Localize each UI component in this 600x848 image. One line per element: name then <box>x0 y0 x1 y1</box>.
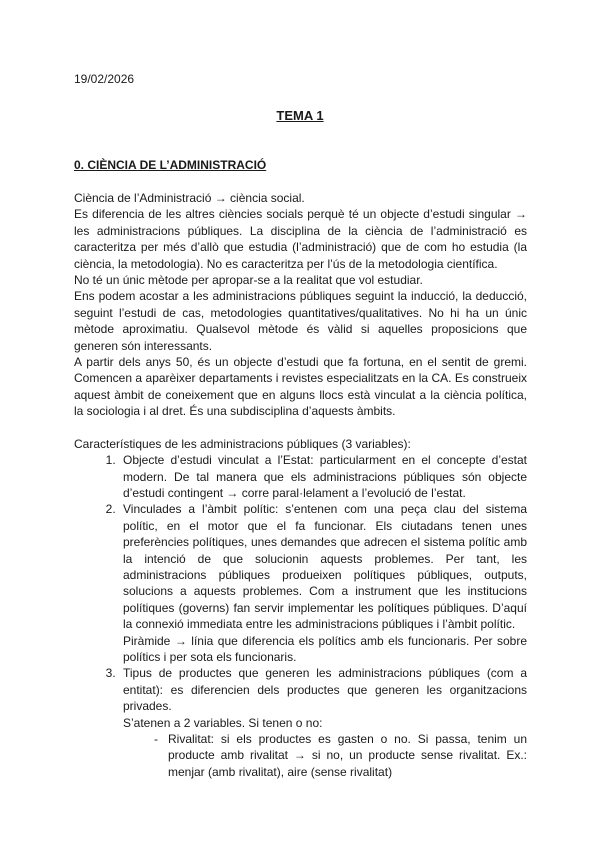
list-item-note: Piràmide → línia que diferencia els polítics amb els funcionaris. Per sobre polítics i per sota els funcionaris. <box>123 633 527 664</box>
list-item <box>119 501 527 665</box>
spacer <box>74 420 527 436</box>
characteristics-list <box>74 452 527 780</box>
list-item <box>119 452 527 501</box>
page-title: TEMA 1 <box>276 108 324 123</box>
paragraph: No té un únic mètode per apropar-se a la realitat que vol estudiar. <box>74 273 423 288</box>
sub-list-item: - Rivalitat: si els productes es gasten o no. Si passa, tenim un producte amb rivalitat → si no, un producte sense rivalitat. Ex.: menjar (amb rivalitat), aire (sense rivalitat) <box>168 731 527 780</box>
paragraph: Es diferencia de les altres ciències socials perquè té un objecte d’estudi singular → les administracions públiques. La disciplina de la ciència de l’administració es caracteritza per més d’allò que estudia (l’administració) que de com ho estudia (la ciència, la metodologia). No es caracteritza per l’ús de la metodologia científica. <box>74 207 527 271</box>
sub-list <box>123 731 527 780</box>
characteristics-intro: Característiques de les administracions públiques (3 variables): <box>74 436 411 451</box>
paragraph: Ciència de l’Administració → ciència social. <box>74 191 305 205</box>
document-body <box>74 190 527 780</box>
document-date: 19/02/2026 <box>74 72 135 86</box>
list-item-text: 3. Tipus de productes que generen les administracions públiques (com a entitat): es diferencien dels productes que generen les organitzacions privades. <box>123 666 527 714</box>
list-item-note: S’atenen a 2 variables. Si tenen o no: <box>123 715 323 730</box>
list-item <box>119 665 527 780</box>
paragraph: Ens podem acostar a les administracions públiques seguint la inducció, la deducció, seguint l’estudi de cas, metodologies quantitatives/qualitatives. No hi ha un únic mètode aproximatiu. Qualsevol mètode és vàlid si aquelles proposicions que generen són interessants. <box>74 289 527 353</box>
paragraph: A partir dels anys 50, és un objecte d’estudi que fa fortuna, en el sentit de gremi. Comencen a aparèixer departaments i revistes especialitzats en la CA. Es construeix aquest àmbit de coneixement que en alguns llocs està vinculat a la ciència política, la sociologia i al dret. És una subdisciplina d’aquests àmbits. <box>74 355 527 419</box>
list-item-text: 1. Objecte d’estudi vinculat a l’Estat: particularment en el concepte d’estat modern. De tal manera que els administracions públiques són objecte d’estudi contingent → corre paral·lelament a l’evolució de l’estat. <box>123 453 527 500</box>
list-item-text: 2. Vinculades a l’àmbit polític: s’entenen com una peça clau del sistema polític, en el motor que el fa funcionar. Els ciutadans tenen unes preferències polítiques, unes demandes que adrecen el sistema polític amb la intenció de que solucionin aquests problemes. Per tant, les administracions públiques produeixen polítiques públiques, outputs, solucions a aquests problemes. Com a instrument que les institucions polítiques (governs) fan servir implementar les polítiques públiques. D’aquí la connexió immediata entre les administracions públiques i l’àmbit polític. <box>123 502 527 632</box>
section-heading: 0. CIÈNCIA DE L’ADMINISTRACIÓ <box>74 158 267 172</box>
